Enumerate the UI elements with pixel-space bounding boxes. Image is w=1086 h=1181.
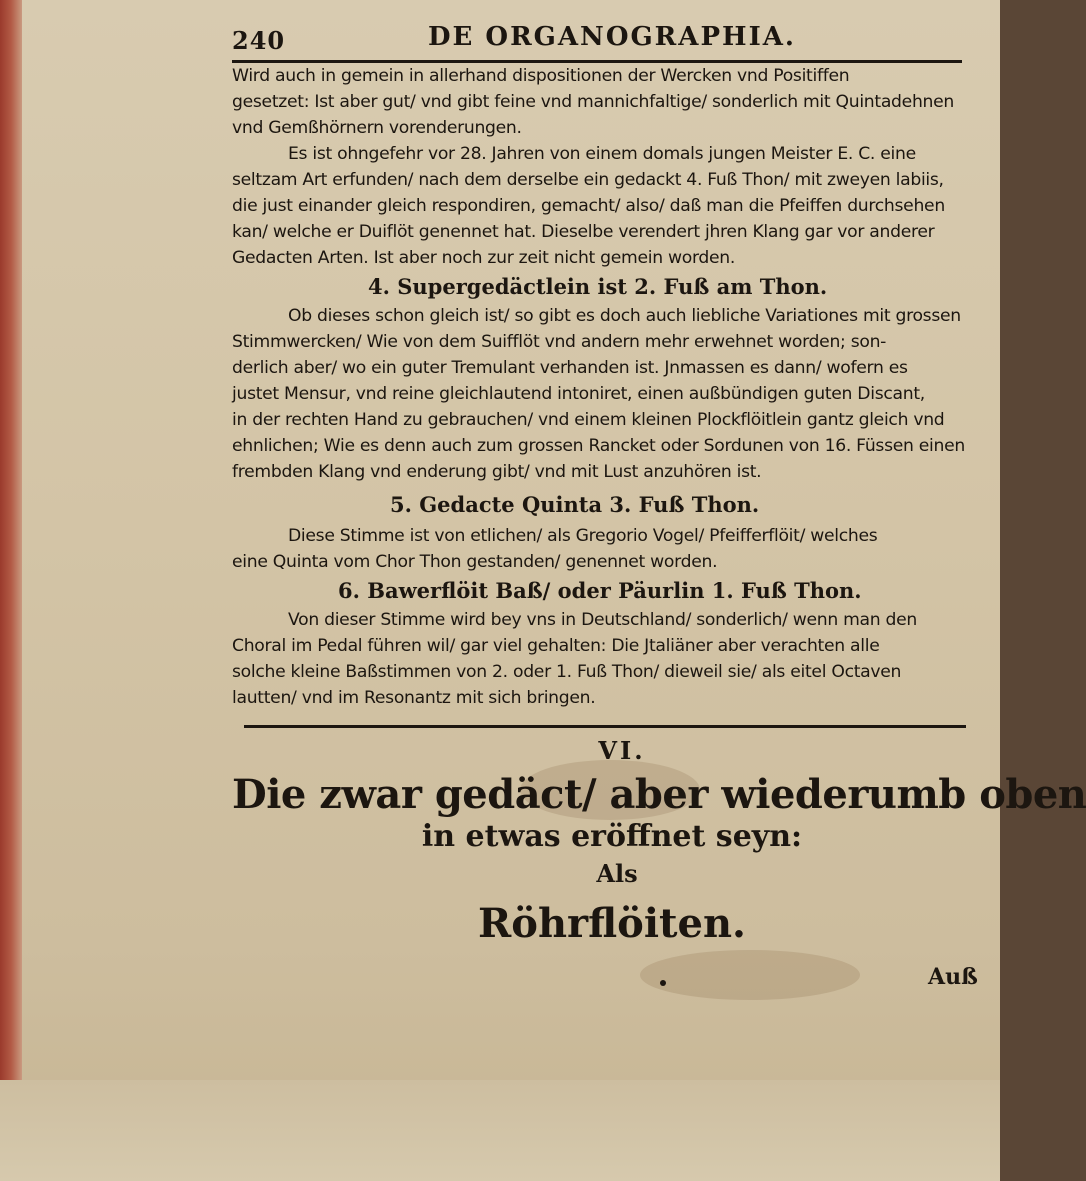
page-header: [232, 20, 972, 56]
paper-stain: [640, 950, 860, 1000]
text-line: Ob dieses schon gleich ist/ so gibt es doch auch liebliche Variationes mit grossen: [288, 306, 961, 326]
paragraph-2: [232, 141, 972, 271]
text-line: Von dieser Stimme wird bey vns in Deutschland/ sonderlich/ wenn man den: [288, 610, 918, 630]
text-line: kan/ welche er Duiflöt genennet hat. Dieselbe verendert jhren Klang gar vor anderer: [232, 222, 935, 242]
text-line: seltzam Art erfunden/ nach dem derselbe ein gedackt 4. Fuß Thon/ mit zweyen labiis,: [232, 170, 944, 190]
section-name: Röhrflöiten.: [478, 900, 746, 947]
text-line: Gedacten Arten. Ist aber noch zur zeit nicht gemein worden.: [232, 248, 736, 268]
catchword: Auß: [928, 964, 978, 990]
text-line: Diese Stimme ist von etlichen/ als Gregorio Vogel/ Pfeifferflöit/ welches: [288, 526, 878, 546]
text-line: Stimmwercken/ Wie von dem Suifflöt vnd andern mehr erwehnet worden; son-: [232, 332, 887, 352]
text-line: Wird auch in gemein in allerhand dispositionen der Wercken vnd Positiffen: [232, 66, 850, 86]
section-als: Als: [596, 859, 638, 888]
text-line: solche kleine Baßstimmen von 2. oder 1. Fuß Thon/ dieweil sie/ als eitel Octaven: [232, 662, 902, 682]
section-rule: [244, 725, 966, 728]
book-spine: [0, 0, 22, 1080]
text-line: eine Quinta vom Chor Thon gestanden/ genennet worden.: [232, 552, 718, 572]
page-lower-margin: [0, 1080, 1000, 1181]
heading-4: 4. Supergedäctlein ist 2. Fuß am Thon.: [368, 274, 828, 299]
running-head: DE ORGANOGRAPHIA.: [428, 22, 796, 52]
text-line: frembden Klang vnd enderung gibt/ vnd mit Lust anzuhören ist.: [232, 462, 762, 482]
text-block: [232, 20, 1086, 952]
text-line: die just einander gleich respondiren, gemacht/ also/ daß man die Pfeiffen durchsehen: [232, 196, 945, 216]
text-line: lautten/ vnd im Resonantz mit sich bringen.: [232, 688, 596, 708]
section-number: VI.: [598, 736, 646, 765]
text-line: gesetzet: Ist aber gut/ vnd gibt feine vnd mannichfaltige/ sonderlich mit Quintadehnen: [232, 92, 954, 112]
text-line: justet Mensur, vnd reine gleichlautend intoniret, einen außbündigen guten Discant,: [232, 384, 925, 404]
text-line: Choral im Pedal führen wil/ gar viel gehalten: Die Jtaliäner aber verachten alle: [232, 636, 880, 656]
text-line: ehnlichen; Wie es denn auch zum grossen Rancket oder Sordunen von 16. Füssen einen: [232, 436, 965, 456]
section-title-line-2: in etwas eröffnet seyn:: [421, 819, 803, 854]
heading-5: 5. Gedacte Quinta 3. Fuß Thon.: [390, 492, 760, 517]
text-line: in der rechten Hand zu gebrauchen/ vnd einem kleinen Plockflöitlein gantz gleich vnd: [232, 410, 945, 430]
paragraph-4: [232, 523, 972, 575]
paragraph-5: [232, 607, 972, 711]
ink-mark: [660, 980, 666, 986]
section-title-line-1: Die zwar gedäct/ aber wiederumb oben: [232, 771, 1086, 818]
paragraph-3: [232, 303, 972, 485]
page-number: 240: [232, 26, 286, 55]
heading-6: 6. Bawerflöit Baß/ oder Päurlin 1. Fuß Thon.: [338, 578, 862, 603]
text-line: Es ist ohngefehr vor 28. Jahren von einem domals jungen Meister E. C. eine: [288, 144, 916, 164]
text-line: vnd Gemßhörnern vorenderungen.: [232, 118, 522, 138]
paragraph-1: [232, 63, 972, 141]
text-line: derlich aber/ wo ein guter Tremulant verhanden ist. Jnmassen es dann/ wofern es: [232, 358, 908, 378]
